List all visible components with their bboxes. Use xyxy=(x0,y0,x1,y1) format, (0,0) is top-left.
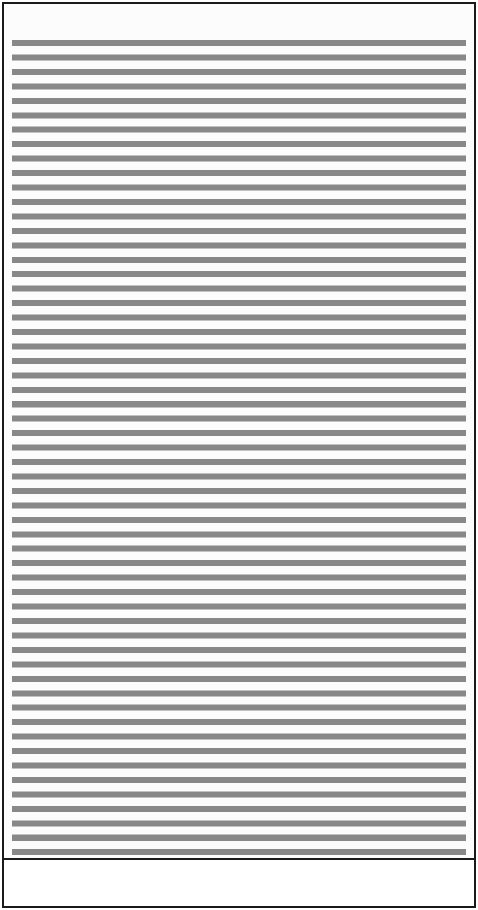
notice-footer xyxy=(4,858,474,906)
notice-reference xyxy=(14,860,36,906)
notice-title xyxy=(4,7,474,33)
notice-body xyxy=(12,36,466,856)
notice-frame xyxy=(2,2,476,908)
